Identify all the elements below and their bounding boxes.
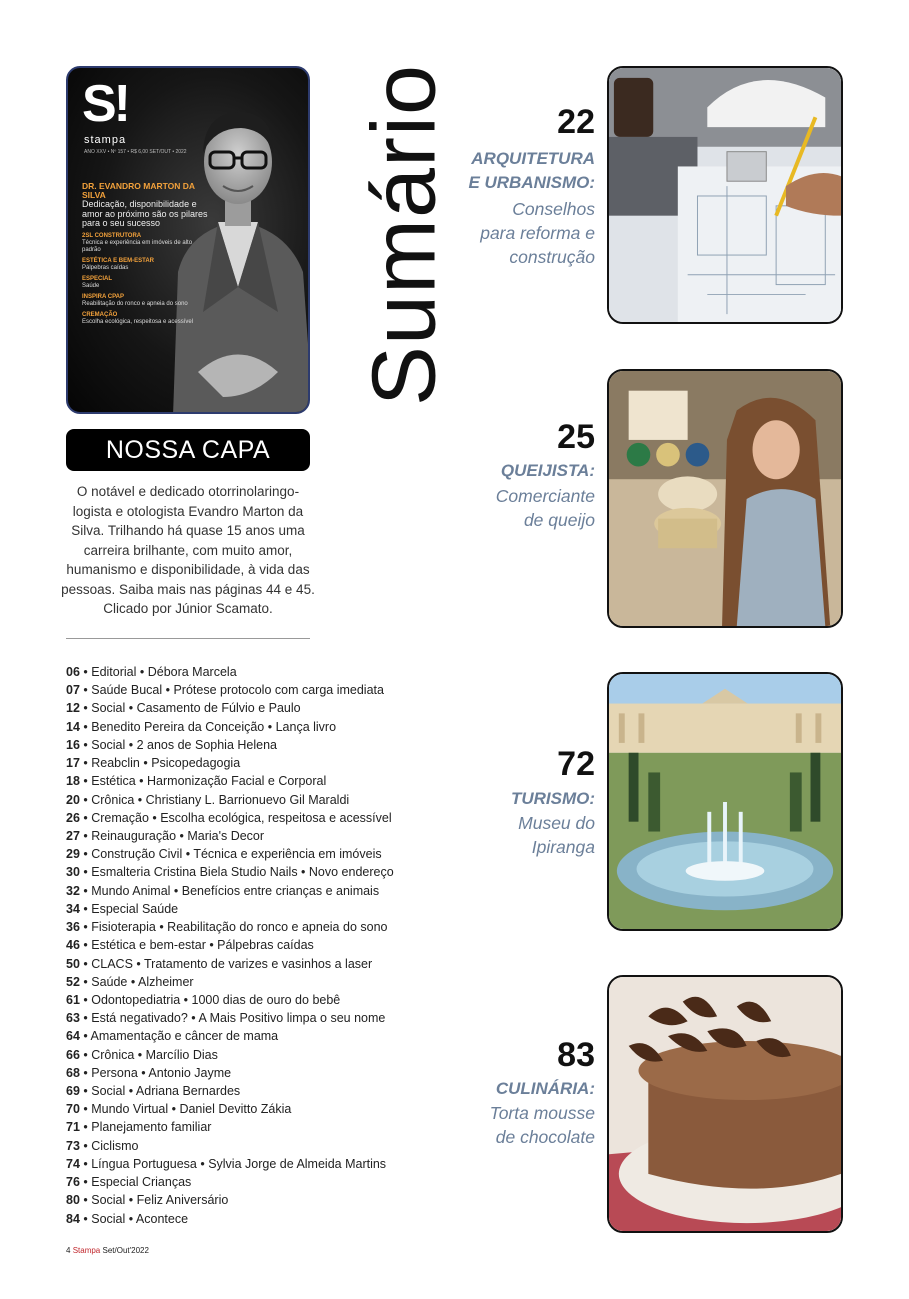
list-item: 74 • Língua Portuguesa • Sylvia Jorge de Almeida Martins xyxy=(66,1156,387,1171)
cover-headline-text: Dedicação, disponibilidade e amor ao próximo são os pilares para o seu sucesso xyxy=(82,199,208,228)
list-item-title: Mundo Animal • Benefícios entre crianças e animais xyxy=(91,883,380,898)
list-item: 06 • Editorial • Débora Marcela xyxy=(66,665,237,679)
list-item-title: Construção Civil • Técnica e experiência em imóveis xyxy=(91,847,382,862)
cover-item-text: Escolha ecológica, respeitosa e acessível xyxy=(82,318,194,325)
list-item-page: 46 xyxy=(66,938,80,953)
list-item-title: Crônica • Christiany L. Barrionuevo Gil Maraldi xyxy=(91,792,350,807)
list-item: 14 • Benedito Pereira da Conceição • Lança livro xyxy=(66,719,337,734)
list-item-page: 06 xyxy=(66,665,80,679)
list-item: 27 • Reinauguração • Maria's Decor xyxy=(66,828,265,843)
cover-item-text: Saúde xyxy=(82,282,100,289)
list-item: 46 • Estética e bem-estar • Pálpebras caídas xyxy=(66,938,314,953)
list-item-page: 66 xyxy=(66,1047,80,1062)
nossa-capa-heading: NOSSA CAPA xyxy=(66,429,310,471)
list-item-page: 73 xyxy=(66,1138,80,1153)
list-item-title: Planejamento familiar xyxy=(91,1120,212,1135)
list-item-title: Social • Acontece xyxy=(91,1211,189,1226)
cover-item-text: Técnica e experiência em imóveis de alto padrão xyxy=(82,239,193,253)
feature-page-number: 72 xyxy=(557,745,595,783)
list-item-title: Mundo Virtual • Daniel Devitto Zákia xyxy=(91,1102,292,1117)
list-item-page: 36 xyxy=(66,920,80,935)
architecture-plans-photo xyxy=(607,66,843,324)
list-item-page: 17 xyxy=(66,756,80,771)
list-item-page: 34 xyxy=(66,901,80,916)
list-item: 73 • Ciclismo xyxy=(66,1138,139,1153)
list-item-page: 50 xyxy=(66,956,80,971)
list-item-page: 30 xyxy=(66,865,80,880)
list-item: 17 • Reabclin • Psicopedagogia xyxy=(66,756,241,771)
list-item-page: 71 xyxy=(66,1120,80,1135)
list-item: 18 • Estética • Harmonização Facial e Corporal xyxy=(66,774,327,789)
cover-item-head: CREMAÇÃO xyxy=(82,311,118,318)
list-item-page: 70 xyxy=(66,1102,80,1117)
feature-category: QUEIJISTA: xyxy=(500,461,595,480)
list-item: 69 • Social • Adriana Bernardes xyxy=(66,1084,241,1099)
cover-logo-subtitle: stampa xyxy=(84,134,127,146)
list-item: 12 • Social • Casamento de Fúlvio e Paulo xyxy=(66,701,301,716)
magazine-cover-image xyxy=(66,66,310,414)
table-of-contents xyxy=(66,663,426,1228)
cover-item-head: 2SL CONSTRUTORA xyxy=(82,232,142,239)
cover-headline: DR. EVANDRO MARTON DA SILVA xyxy=(82,181,195,200)
feature-category: TURISMO: xyxy=(510,789,595,808)
list-item-title: CLACS • Tratamento de varizes e vasinhos a laser xyxy=(91,956,373,971)
list-item: 71 • Planejamento familiar xyxy=(66,1120,212,1135)
list-item: 34 • Especial Saúde xyxy=(66,901,179,916)
feature-page-number: 25 xyxy=(557,418,595,456)
chocolate-cake-photo xyxy=(607,975,843,1233)
list-item-page: 64 xyxy=(66,1029,80,1044)
list-item-page: 16 xyxy=(66,737,80,752)
list-item-page: 63 xyxy=(66,1011,80,1026)
list-item-title: Reinauguração • Maria's Decor xyxy=(91,828,265,843)
list-item-title: Reabclin • Psicopedagogia xyxy=(91,756,241,771)
list-item-title: Está negativado? • A Mais Positivo limpa o seu nome xyxy=(91,1011,386,1026)
list-item-title: Estética e bem-estar • Pálpebras caídas xyxy=(91,938,314,953)
list-item-page: 74 xyxy=(66,1156,80,1171)
list-item-title: Social • Adriana Bernardes xyxy=(91,1084,241,1099)
list-item-title: Fisioterapia • Reabilitação do ronco e apneia do sono xyxy=(91,920,388,935)
list-item-page: 20 xyxy=(66,792,80,807)
list-item: 64 • Amamentação e câncer de mama xyxy=(66,1029,279,1044)
list-item: 76 • Especial Crianças xyxy=(66,1175,192,1190)
cover-item-head: ESTÉTICA E BEM-ESTAR xyxy=(82,257,155,264)
list-item: 66 • Crônica • Marcílio Dias xyxy=(66,1047,218,1062)
list-item: 61 • Odontopediatria • 1000 dias de ouro do bebê xyxy=(66,992,341,1007)
cover-edition-info: ANO XXV • Nº 157 • R$ 6,00 SET/OUT • 2022 xyxy=(84,149,187,155)
cover-item-head: ESPECIAL xyxy=(82,275,113,282)
list-item-page: 69 xyxy=(66,1084,80,1099)
list-item-title: Ciclismo xyxy=(91,1138,139,1153)
list-item: 30 • Esmalteria Cristina Biela Studio Nails • Novo endereço xyxy=(66,865,394,880)
list-item-title: Especial Saúde xyxy=(91,901,179,916)
list-item-title: Estética • Harmonização Facial e Corporal xyxy=(91,774,327,789)
list-item: 52 • Saúde • Alzheimer xyxy=(66,974,194,989)
page-title: Sumário xyxy=(354,63,455,407)
cover-logo: S! xyxy=(82,75,128,133)
list-item-title: Editorial • Débora Marcela xyxy=(91,665,237,679)
list-item-title: Saúde Bucal • Prótese protocolo com carga imediata xyxy=(91,683,384,698)
list-item-title: Social • Feliz Aniversário xyxy=(91,1193,229,1208)
feature-page-number: 22 xyxy=(557,103,595,141)
list-item: 16 • Social • 2 anos de Sophia Helena xyxy=(66,737,277,752)
nossa-capa-description: O notável e dedicado otorrinolaringo-logista e otologista Evandro Marton da Silva. Trilhando há quase 15 anos uma carreira brilhante, com muito amor, humanismo e disponibilidade, à vida das pessoas. Saiba mais nas páginas 44 e 45. Clicado por Júnior Scamato. xyxy=(61,484,315,616)
list-item: 20 • Crônica • Christiany L. Barrionuevo Gil Maraldi xyxy=(66,792,350,807)
cover-item-text: Pálpebras caídas xyxy=(82,264,129,271)
footer-page-number: 4 xyxy=(66,1246,71,1255)
list-item-page: 80 xyxy=(66,1193,80,1208)
list-item-title: Social • Casamento de Fúlvio e Paulo xyxy=(91,701,301,716)
footer-brand: Stampa xyxy=(72,1246,101,1255)
list-item: 07 • Saúde Bucal • Prótese protocolo com carga imediata xyxy=(66,683,384,698)
cover-headlines xyxy=(82,182,210,326)
list-item-page: 07 xyxy=(66,683,80,698)
list-item-page: 27 xyxy=(66,828,80,843)
list-item-page: 68 xyxy=(66,1065,80,1080)
list-item-title: Especial Crianças xyxy=(91,1175,192,1190)
list-item: 36 • Fisioterapia • Reabilitação do ronco e apneia do sono xyxy=(66,920,388,935)
cover-item-head: INSPIRA CPAP xyxy=(82,293,125,300)
cover-item-text: Reabilitação do ronco e apneia do sono xyxy=(82,300,188,307)
list-item-title: Persona • Antonio Jayme xyxy=(91,1065,232,1080)
list-item: 84 • Social • Acontece xyxy=(66,1211,189,1226)
feature-page-number: 83 xyxy=(557,1036,595,1074)
list-item-title: Cremação • Escolha ecológica, respeitosa e acessível xyxy=(91,810,392,825)
list-item-title: Odontopediatria • 1000 dias de ouro do bebê xyxy=(91,992,341,1007)
feature-category: ARQUITETURA E URBANISMO: xyxy=(468,149,595,192)
feature-subtitle: Comerciante de queijo xyxy=(495,486,595,530)
feature-subtitle: Conselhos para reforma e construção xyxy=(480,199,595,267)
list-item-page: 61 xyxy=(66,992,80,1007)
list-item-title: Amamentação e câncer de mama xyxy=(90,1029,279,1044)
list-item-page: 52 xyxy=(66,974,80,989)
list-item: 26 • Cremação • Escolha ecológica, respeitosa e acessível xyxy=(66,810,392,825)
list-item: 80 • Social • Feliz Aniversário xyxy=(66,1193,229,1208)
footer-date: Set/Out'2022 xyxy=(102,1246,149,1255)
list-item: 70 • Mundo Virtual • Daniel Devitto Zákia xyxy=(66,1102,292,1117)
list-item-page: 76 xyxy=(66,1175,80,1190)
feature-subtitle: Museu do Ipiranga xyxy=(518,813,595,857)
list-item-title: Esmalteria Cristina Biela Studio Nails • Novo endereço xyxy=(91,865,394,880)
list-item-page: 14 xyxy=(66,719,80,734)
list-item-page: 32 xyxy=(66,883,80,898)
list-item-title: Social • 2 anos de Sophia Helena xyxy=(91,737,277,752)
list-item-title: Língua Portuguesa • Sylvia Jorge de Almeida Martins xyxy=(91,1156,387,1171)
feature-category: CULINÁRIA: xyxy=(495,1079,595,1098)
list-item-title: Saúde • Alzheimer xyxy=(91,974,194,989)
section-divider xyxy=(66,638,310,639)
list-item-page: 12 xyxy=(66,701,80,716)
list-item-page: 29 xyxy=(66,847,80,862)
list-item-title: Benedito Pereira da Conceição • Lança livro xyxy=(91,719,337,734)
list-item-title: Crônica • Marcílio Dias xyxy=(91,1047,218,1062)
page-footer xyxy=(66,1246,149,1255)
list-item-page: 26 xyxy=(66,810,80,825)
list-item-page: 18 xyxy=(66,774,80,789)
list-item: 68 • Persona • Antonio Jayme xyxy=(66,1065,232,1080)
cheese-shop-photo xyxy=(607,369,843,628)
list-item: 50 • CLACS • Tratamento de varizes e vasinhos a laser xyxy=(66,956,373,971)
museum-ipiranga-photo xyxy=(607,672,843,931)
list-item: 63 • Está negativado? • A Mais Positivo limpa o seu nome xyxy=(66,1011,386,1026)
feature-subtitle: Torta mousse de chocolate xyxy=(489,1103,595,1147)
list-item-page: 84 xyxy=(66,1211,80,1226)
list-item: 29 • Construção Civil • Técnica e experiência em imóveis xyxy=(66,847,382,862)
list-item: 32 • Mundo Animal • Benefícios entre crianças e animais xyxy=(66,883,380,898)
